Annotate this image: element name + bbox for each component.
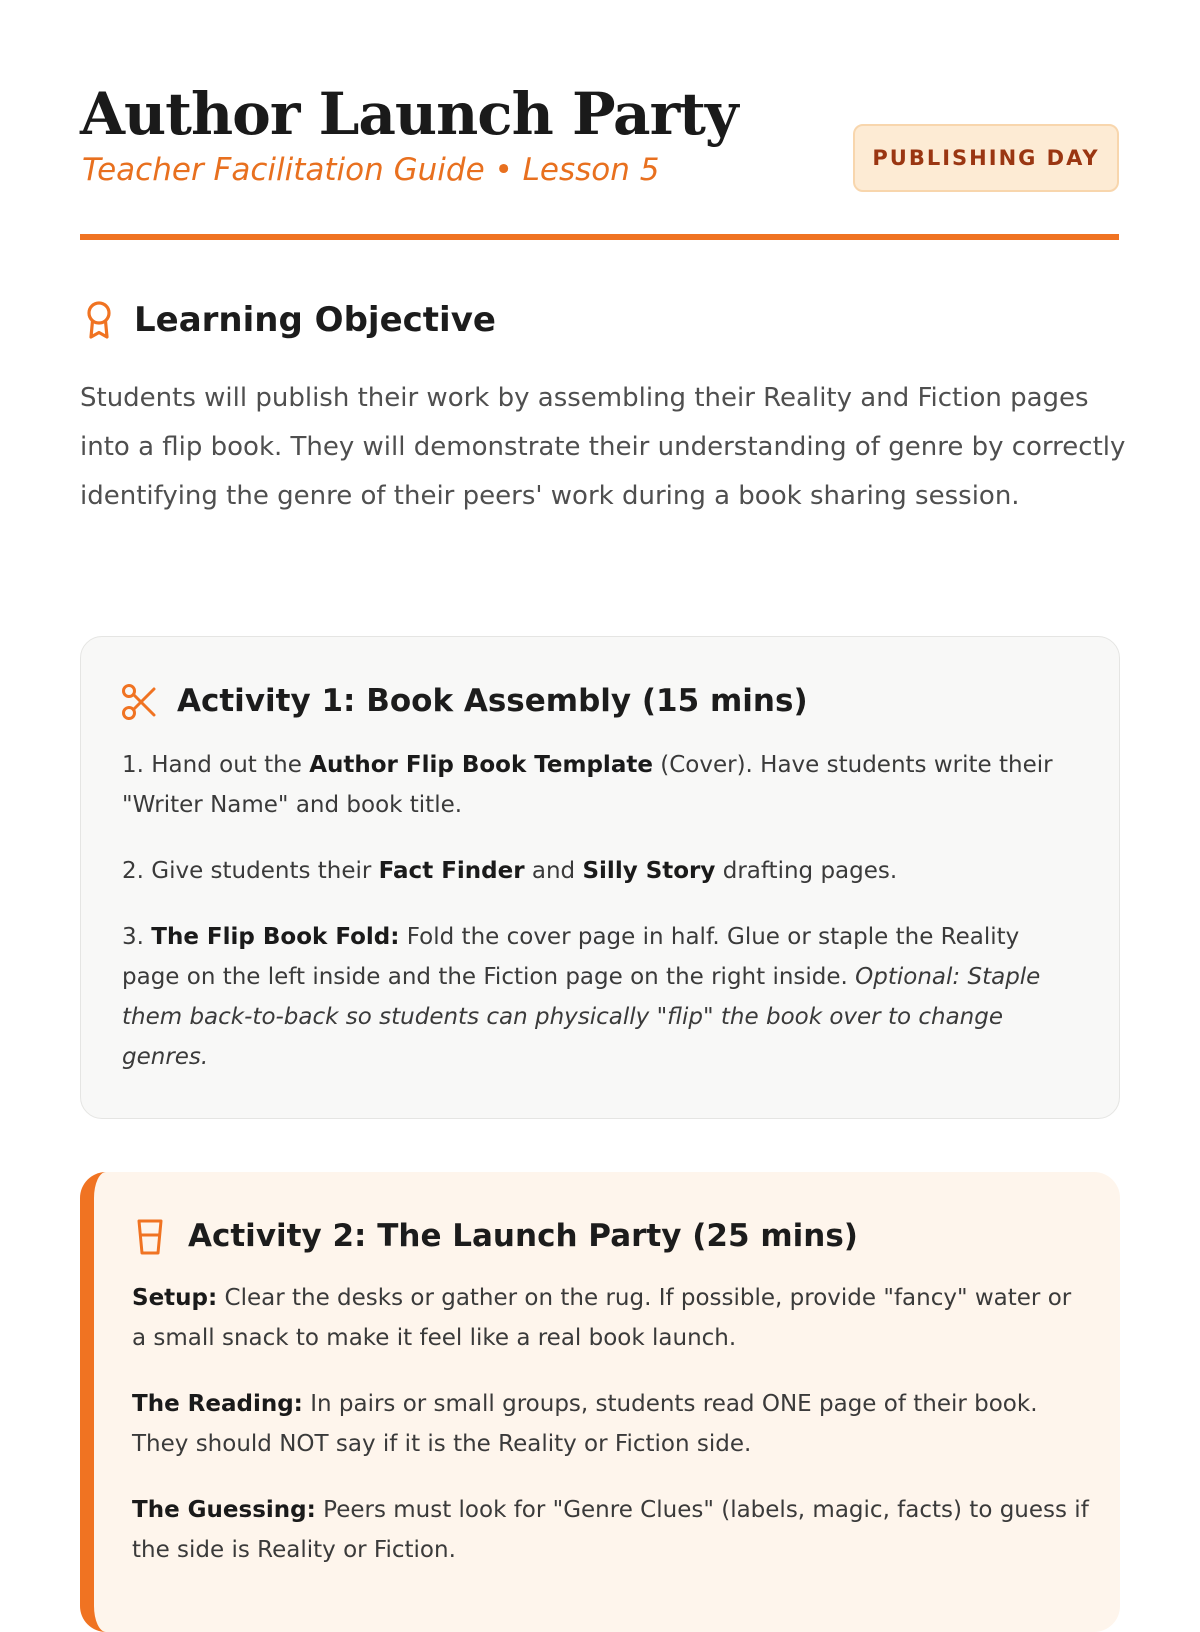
- item-text: In pairs or small groups, students read ONE page of their book. They should NOT say if it is the Reality or Fiction side.: [132, 1391, 1038, 1457]
- objective-text: Students will publish their work by assembling their Reality and Fiction pages into a flip book. They will demonstrate their understanding of genre by correctly identifying the genre of their peers' work during a book sharing session.: [80, 383, 1126, 511]
- drink-cup-icon: [132, 1218, 168, 1256]
- launch-setup: [132, 1278, 1092, 1358]
- activity-1-card: [80, 636, 1120, 1119]
- step-text: Give students their: [151, 858, 379, 884]
- launch-guessing: [132, 1490, 1092, 1570]
- item-text: Peers must look for "Genre Clues" (labels, magic, facts) to guess if the side is Reality or Fiction.: [132, 1497, 1089, 1563]
- assembly-step-2: [122, 851, 1082, 891]
- step-text: Fold the cover page in half. Glue or staple the Reality page on the left inside and the Fiction page on the right inside.: [122, 924, 1020, 990]
- activity-1-heading: Activity 1: Book Assembly (15 mins): [177, 683, 808, 719]
- step-number: 3.: [122, 924, 152, 950]
- item-label: Setup:: [132, 1285, 218, 1311]
- page-subtitle: Teacher Facilitation Guide • Lesson 5: [82, 152, 660, 188]
- activity-2-heading: Activity 2: The Launch Party (25 mins): [188, 1218, 858, 1254]
- step-emphasis: Fact Finder: [378, 858, 525, 884]
- step-emphasis: Silly Story: [582, 858, 716, 884]
- assembly-step-1: [122, 745, 1082, 825]
- step-number: 2.: [122, 858, 152, 884]
- objective-heading: Learning Objective: [134, 300, 496, 340]
- award-ribbon-icon: [84, 300, 114, 342]
- item-text: Clear the desks or gather on the rug. If possible, provide "fancy" water or a small snack to make it feel like a real book launch.: [132, 1285, 1072, 1351]
- assembly-step-3: [122, 917, 1082, 1077]
- step-text: (Cover). Have students write their "Writer Name" and book title.: [122, 752, 1053, 818]
- step-emphasis: Author Flip Book Template: [309, 752, 653, 778]
- step-text: drafting pages.: [715, 858, 898, 884]
- page-title: Author Launch Party: [80, 80, 738, 148]
- activity-2-card: [80, 1172, 1120, 1632]
- step-text: and: [524, 858, 583, 884]
- step-optional-note: Optional: Staple them back-to-back so students can physically "flip" the book over to change genres.: [122, 964, 1041, 1070]
- publishing-day-badge: PUBLISHING DAY: [853, 124, 1119, 192]
- item-label: The Guessing:: [132, 1497, 316, 1523]
- scissors-icon: [121, 683, 157, 721]
- step-text: Hand out the: [151, 752, 310, 778]
- launch-reading: [132, 1384, 1092, 1464]
- item-label: The Reading:: [132, 1391, 303, 1417]
- step-number: 1.: [122, 752, 152, 778]
- step-emphasis: The Flip Book Fold:: [151, 924, 400, 950]
- header-divider: [80, 234, 1119, 240]
